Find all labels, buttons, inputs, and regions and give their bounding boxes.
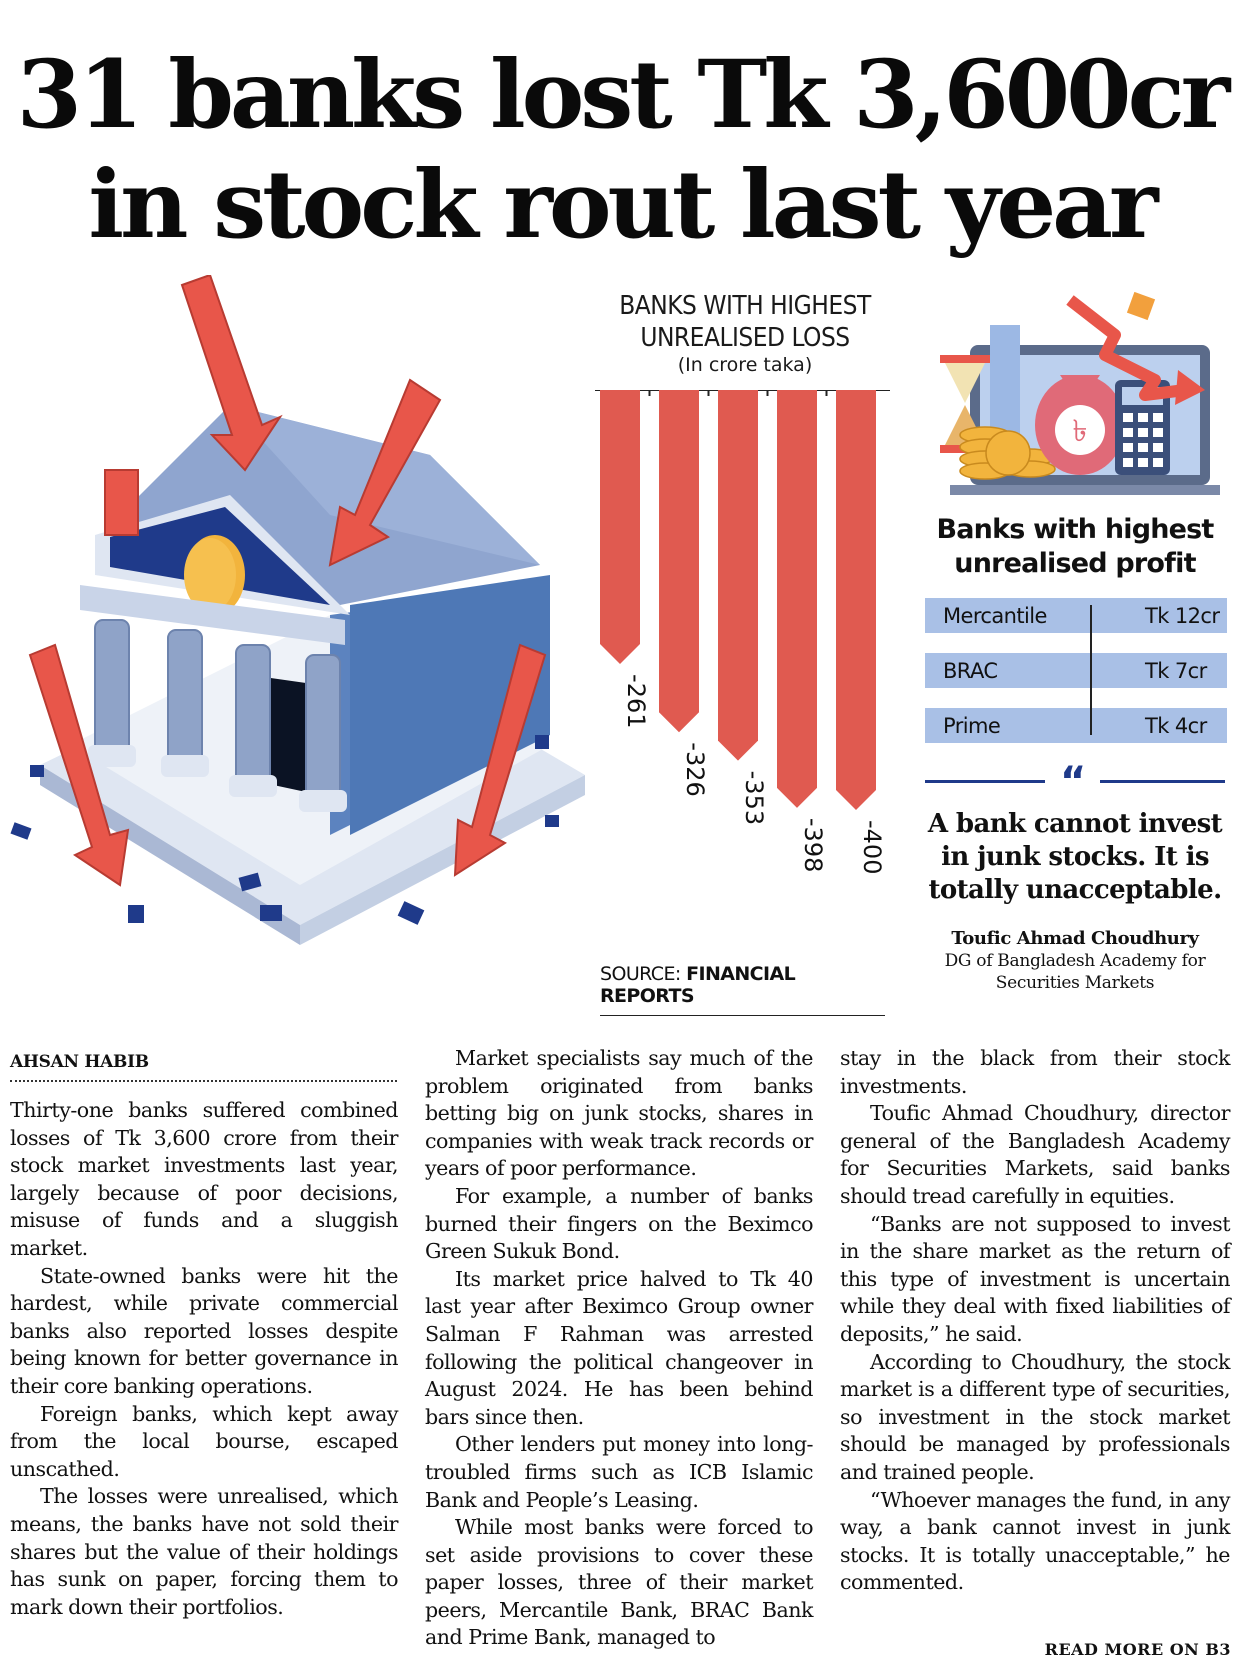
loss-bar-value-label: -400 [858,820,886,875]
loss-bar-shape [777,390,817,808]
profit-panel-title [925,513,1225,581]
quote-mark-icon: “ [1060,759,1087,805]
bank-with-falling-arrows-illustration [0,275,600,975]
loss-bar-shape [659,390,699,732]
quote-role-line-1: DG of Bangladesh Academy for [944,951,1206,971]
profit-row-prime [925,708,1227,743]
quote-rule-right [1100,780,1225,783]
profit-bank-name: Prime [943,714,1001,738]
profit-bank-value: Tk 12cr [1145,604,1220,628]
quote-author: Toufic Ahmad Choudhury [951,928,1199,949]
profit-bank-value: Tk 7cr [1145,659,1207,683]
pull-quote-line-1: A bank cannot invest [927,809,1223,839]
profit-table-divider [1090,605,1092,735]
headline-line-2: in stock rout last year [88,150,1155,260]
profit-table [925,598,1227,763]
loss-chart-title [600,290,890,354]
loss-bar-shape [718,390,758,761]
loss-bar [709,390,769,825]
article-paragraph: stay in the black from their stock investments. [840,1046,1230,1098]
profit-title-line-1: Banks with highest [936,514,1214,545]
article-paragraph: Other lenders put money into long-troubled firms such as ICB Islamic Bank and People’s Leasing. [425,1432,813,1512]
quote-role-line-2: Securities Markets [995,973,1155,993]
profit-title-line-2: unrealised profit [954,548,1196,579]
source-label: SOURCE: [600,963,681,985]
money-bag-calculator-illustration [930,285,1230,505]
loss-bar-shape [836,390,876,810]
headline [0,40,1243,260]
article-paragraph: “Banks are not supposed to invest in the share market as the return of this type of investment is uncertain while they deal with fixed liabilities of deposits,” he said. [840,1211,1230,1346]
loss-bar [650,390,710,797]
article-paragraph: Its market price halved to Tk 40 last year after Beximco Group owner Salman F Rahman was arrested following the political changeover in August 2024. He has been behind bars since then. [425,1266,813,1429]
loss-bar-value-label: -261 [622,674,650,729]
loss-bar-value-label: -398 [799,817,827,873]
read-more-link[interactable]: READ MORE ON B3 [1044,1640,1231,1659]
article-paragraph: Toufic Ahmad Choudhury, director general of the Bangladesh Academy for Securities Markets, said banks should tread carefully in equities. [840,1101,1230,1208]
loss-bar-shape [600,390,640,664]
loss-chart-source [600,957,885,1016]
svg-text:৳: ৳ [1072,414,1088,449]
profit-bank-name: BRAC [943,659,998,683]
pull-quote [920,808,1230,907]
loss-chart-title-line-1: BANKS WITH HIGHEST [619,291,871,321]
article-column-2 [425,1045,813,1652]
article-column-3 [840,1045,1230,1597]
article-paragraph: For example, a number of banks burned their fingers on the Beximco Green Sukuk Bond. [425,1183,813,1264]
article-paragraph: Market specialists say much of the problem originated from banks betting big on junk stocks, shares in companies with weak track records or years of poor performance. [425,1046,813,1181]
pull-quote-line-2: in junk stocks. It is [941,842,1209,872]
article-column-1 [10,1097,398,1621]
loss-chart-subtitle: (In crore taka) [677,354,813,376]
loss-bar [768,390,828,872]
headline-line-1: 31 banks lost Tk 3,600cr [16,40,1227,150]
loss-bar-chart [590,390,900,960]
article-paragraph: Foreign banks, which kept away from the local bourse, escaped unscathed. [10,1401,398,1481]
article-paragraph: State-owned banks were hit the hardest, while private commercial banks also reported losses despite being known for better governance in their core banking operations. [10,1263,398,1398]
loss-bar [600,390,650,729]
loss-bar-value-label: -326 [681,742,709,797]
article-paragraph: According to Choudhury, the stock market is a different type of securities, so investment in the stock market should be managed by professionals and trained people. [840,1349,1230,1484]
article-paragraph: “Whoever manages the fund, in any way, a bank cannot invest in junk stocks. It is totally unacceptable,” he commented. [840,1487,1230,1595]
article-paragraph: While most banks were forced to set aside provisions to cover these paper losses, three of their market peers, Mercantile Bank, BRAC Bank and Prime Bank, managed to [425,1515,813,1650]
profit-bank-name: Mercantile [943,604,1047,628]
article-paragraph: The losses were unrealised, which means, the banks have not sold their shares but the value of their holdings has sunk on paper, forcing them to mark down their portfolios. [10,1484,398,1619]
quote-author-role [920,950,1230,994]
source-value: FINANCIAL REPORTS [600,963,796,1007]
profit-row-brac [925,653,1227,688]
loss-bar [827,390,887,874]
quote-rule-left [925,780,1045,783]
byline: AHSAN HABIB [10,1052,397,1082]
profit-row-mercantile [925,598,1227,633]
loss-chart-title-line-2: UNREALISED LOSS [640,323,850,353]
article-paragraph: Thirty-one banks suffered combined losses of Tk 3,600 crore from their stock market investments last year, largely because of poor decisions, misuse of funds and a sluggish market. [10,1098,398,1260]
profit-bank-value: Tk 4cr [1145,714,1207,738]
pull-quote-line-3: totally unacceptable. [928,875,1222,905]
loss-bar-value-label: -353 [740,770,768,826]
